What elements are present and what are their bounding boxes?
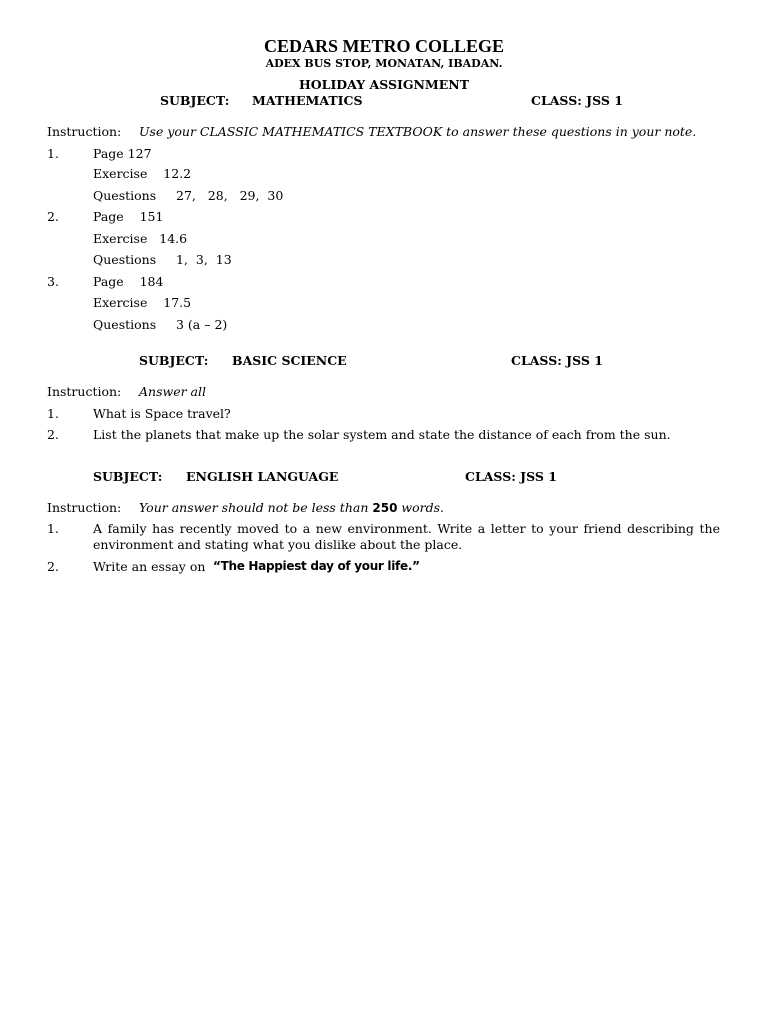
science-item-number: 1. — [47, 406, 59, 421]
english-class: CLASS: JSS 1 — [465, 469, 557, 484]
english-instruction-number: 250 — [372, 501, 398, 515]
english-instruction — [139, 500, 444, 515]
english-item-number: 1. — [47, 521, 59, 536]
math-item-page: Page 151 — [93, 209, 164, 224]
math-item-number: 2. — [47, 209, 59, 224]
math-class: CLASS: JSS 1 — [531, 93, 623, 108]
english-item-number: 2. — [47, 559, 59, 574]
math-item-exercise: Exercise 17.5 — [93, 295, 192, 310]
english-subject-label: SUBJECT: — [93, 469, 163, 484]
science-item-text: What is Space travel? — [93, 406, 231, 421]
math-item-exercise: Exercise 14.6 — [93, 231, 188, 246]
science-subject: BASIC SCIENCE — [232, 353, 347, 368]
english-subject: ENGLISH LANGUAGE — [186, 469, 339, 484]
math-item-page: Page 184 — [93, 274, 164, 289]
science-item-number: 2. — [47, 427, 59, 442]
math-item-page: Page 127 — [93, 146, 152, 161]
english-instruction-pre: Your answer should not be less than — [139, 500, 369, 515]
english-instruction-post: words. — [401, 500, 445, 515]
school-name: CEDARS METRO COLLEGE — [263, 36, 505, 56]
science-subject-label: SUBJECT: — [139, 353, 209, 368]
assignment-title: HOLIDAY ASSIGNMENT — [298, 77, 470, 92]
english-item-text: A family has recently moved to a new environment. Write a letter to your friend describing the environment and stating what you dislike about the place. — [93, 521, 720, 552]
math-item-questions: Questions 27, 28, 29, 30 — [93, 188, 284, 203]
math-item-number: 3. — [47, 274, 59, 289]
science-class: CLASS: JSS 1 — [511, 353, 603, 368]
math-item-questions: Questions 3 (a – 2) — [93, 317, 228, 332]
science-instruction-label: Instruction: — [47, 384, 122, 399]
science-instruction: Answer all — [139, 384, 206, 399]
math-instruction-label: Instruction: — [47, 124, 122, 139]
english-item-text: Write an essay on — [93, 559, 206, 574]
math-subject: MATHEMATICS — [252, 93, 363, 108]
math-subject-label: SUBJECT: — [160, 93, 230, 108]
math-instruction: Use your CLASSIC MATHEMATICS TEXTBOOK to answer these questions in your note. — [139, 124, 697, 139]
math-item-questions: Questions 1, 3, 13 — [93, 252, 232, 267]
math-item-exercise: Exercise 12.2 — [93, 166, 192, 181]
school-address: ADEX BUS STOP, MONATAN, IBADAN. — [265, 57, 503, 70]
english-instruction-label: Instruction: — [47, 500, 122, 515]
math-item-number: 1. — [47, 146, 59, 161]
science-item-text: List the planets that make up the solar system and state the distance of each from the sun. — [93, 427, 671, 442]
english-essay-title: “The Happiest day of your life.” — [213, 559, 420, 573]
